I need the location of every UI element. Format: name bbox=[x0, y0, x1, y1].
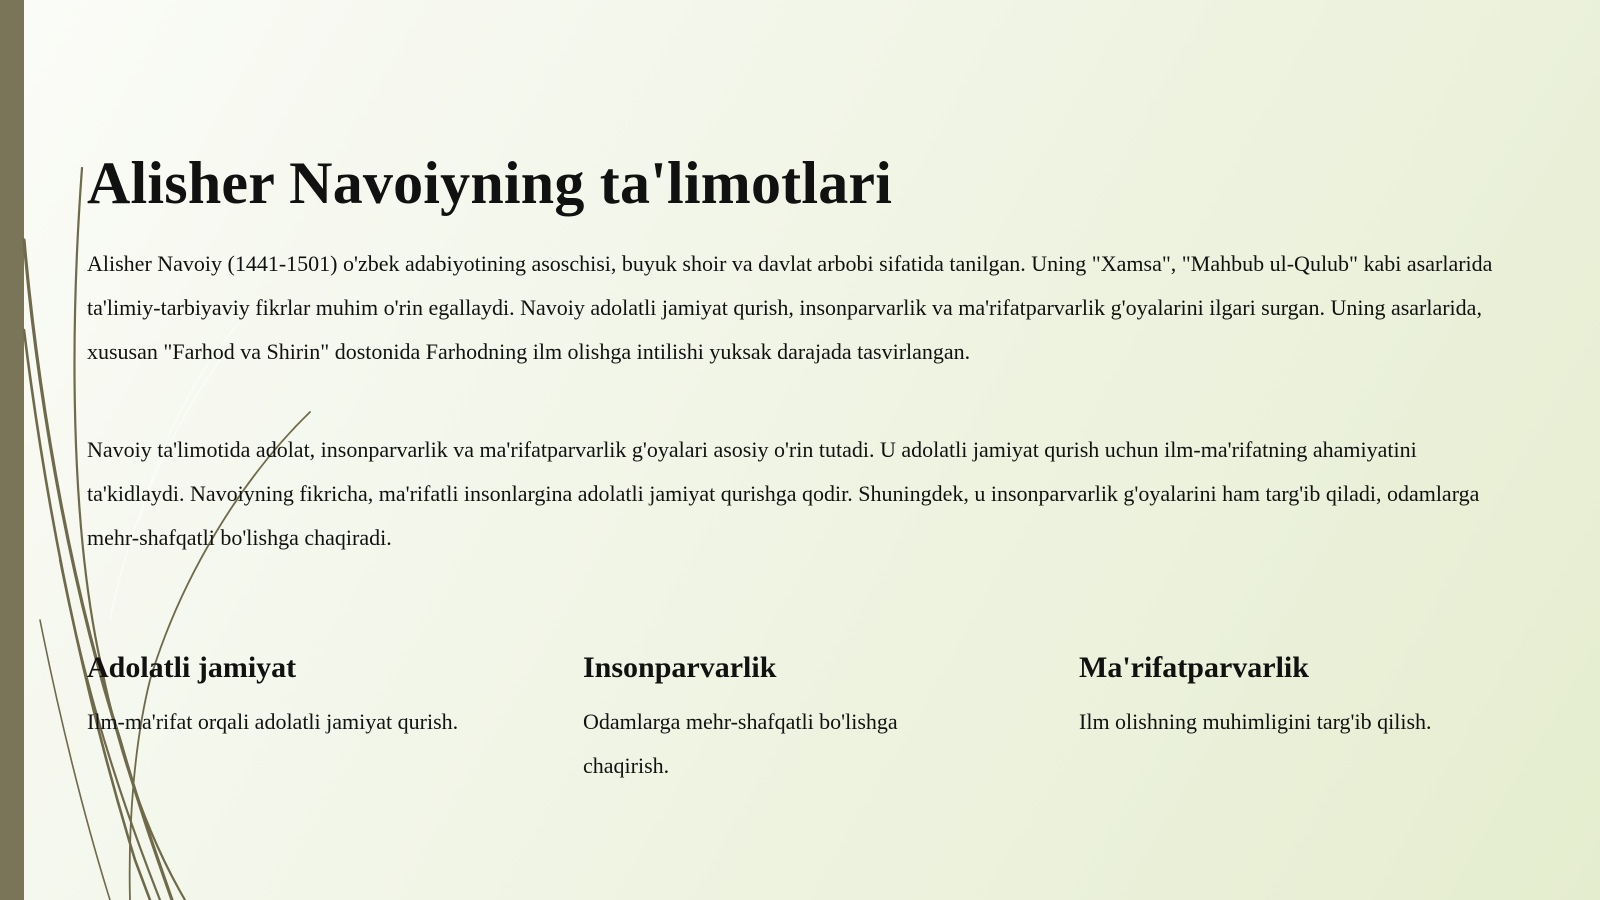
feature-text: Ilm-ma'rifat orqali adolatli jamiyat qurish. bbox=[87, 709, 459, 734]
feature-heading: Adolatli jamiyat bbox=[87, 651, 297, 684]
feature-marifatparvarlik bbox=[1079, 646, 1549, 744]
feature-insonparvarlik bbox=[583, 646, 983, 788]
teachings-paragraph: Navoiy ta'limotida adolat, insonparvarlik va ma'rifatparvarlik g'oyalari asosiy o'rin tutadi. U adolatli jamiyat qurish uchun ilm-ma'rifatning ahamiyatini ta'kidlaydi. Navoiyning fikricha, ma'rifatli insonlargina adolatli jamiyat qurishga qodir. Shuningdek, u insonparvarlik g'oyalarini ham targ'ib qiladi, odamlarga mehr-shafqatli bo'lishga chaqiradi. bbox=[87, 437, 1480, 550]
feature-text: Odamlarga mehr-shafqatli bo'lishga chaqirish. bbox=[583, 709, 898, 778]
left-accent-bar bbox=[0, 0, 24, 900]
intro-paragraph: Alisher Navoiy (1441-1501) o'zbek adabiyotining asoschisi, buyuk shoir va davlat arbobi sifatida tanilgan. Uning "Xamsa", "Mahbub ul-Qulub" kabi asarlarida ta'limiy-tarbiyaviy fikrlar muhim o'rin egallaydi. Navoiy adolatli jamiyat qurish, insonparvarlik va ma'rifatparvarlik g'oyalarini ilgari surgan. Uning asarlarida, xususan "Farhod va Shirin" dostonida Farhodning ilm olishga intilishi yuksak darajada tasvirlangan. bbox=[87, 251, 1493, 364]
feature-text: Ilm olishning muhimligini targ'ib qilish. bbox=[1079, 709, 1432, 734]
feature-heading: Insonparvarlik bbox=[583, 651, 777, 684]
slide-title: Alisher Navoiyning ta'limotlari bbox=[87, 150, 893, 216]
feature-adolatli-jamiyat bbox=[87, 646, 487, 744]
feature-heading: Ma'rifatparvarlik bbox=[1079, 651, 1309, 684]
